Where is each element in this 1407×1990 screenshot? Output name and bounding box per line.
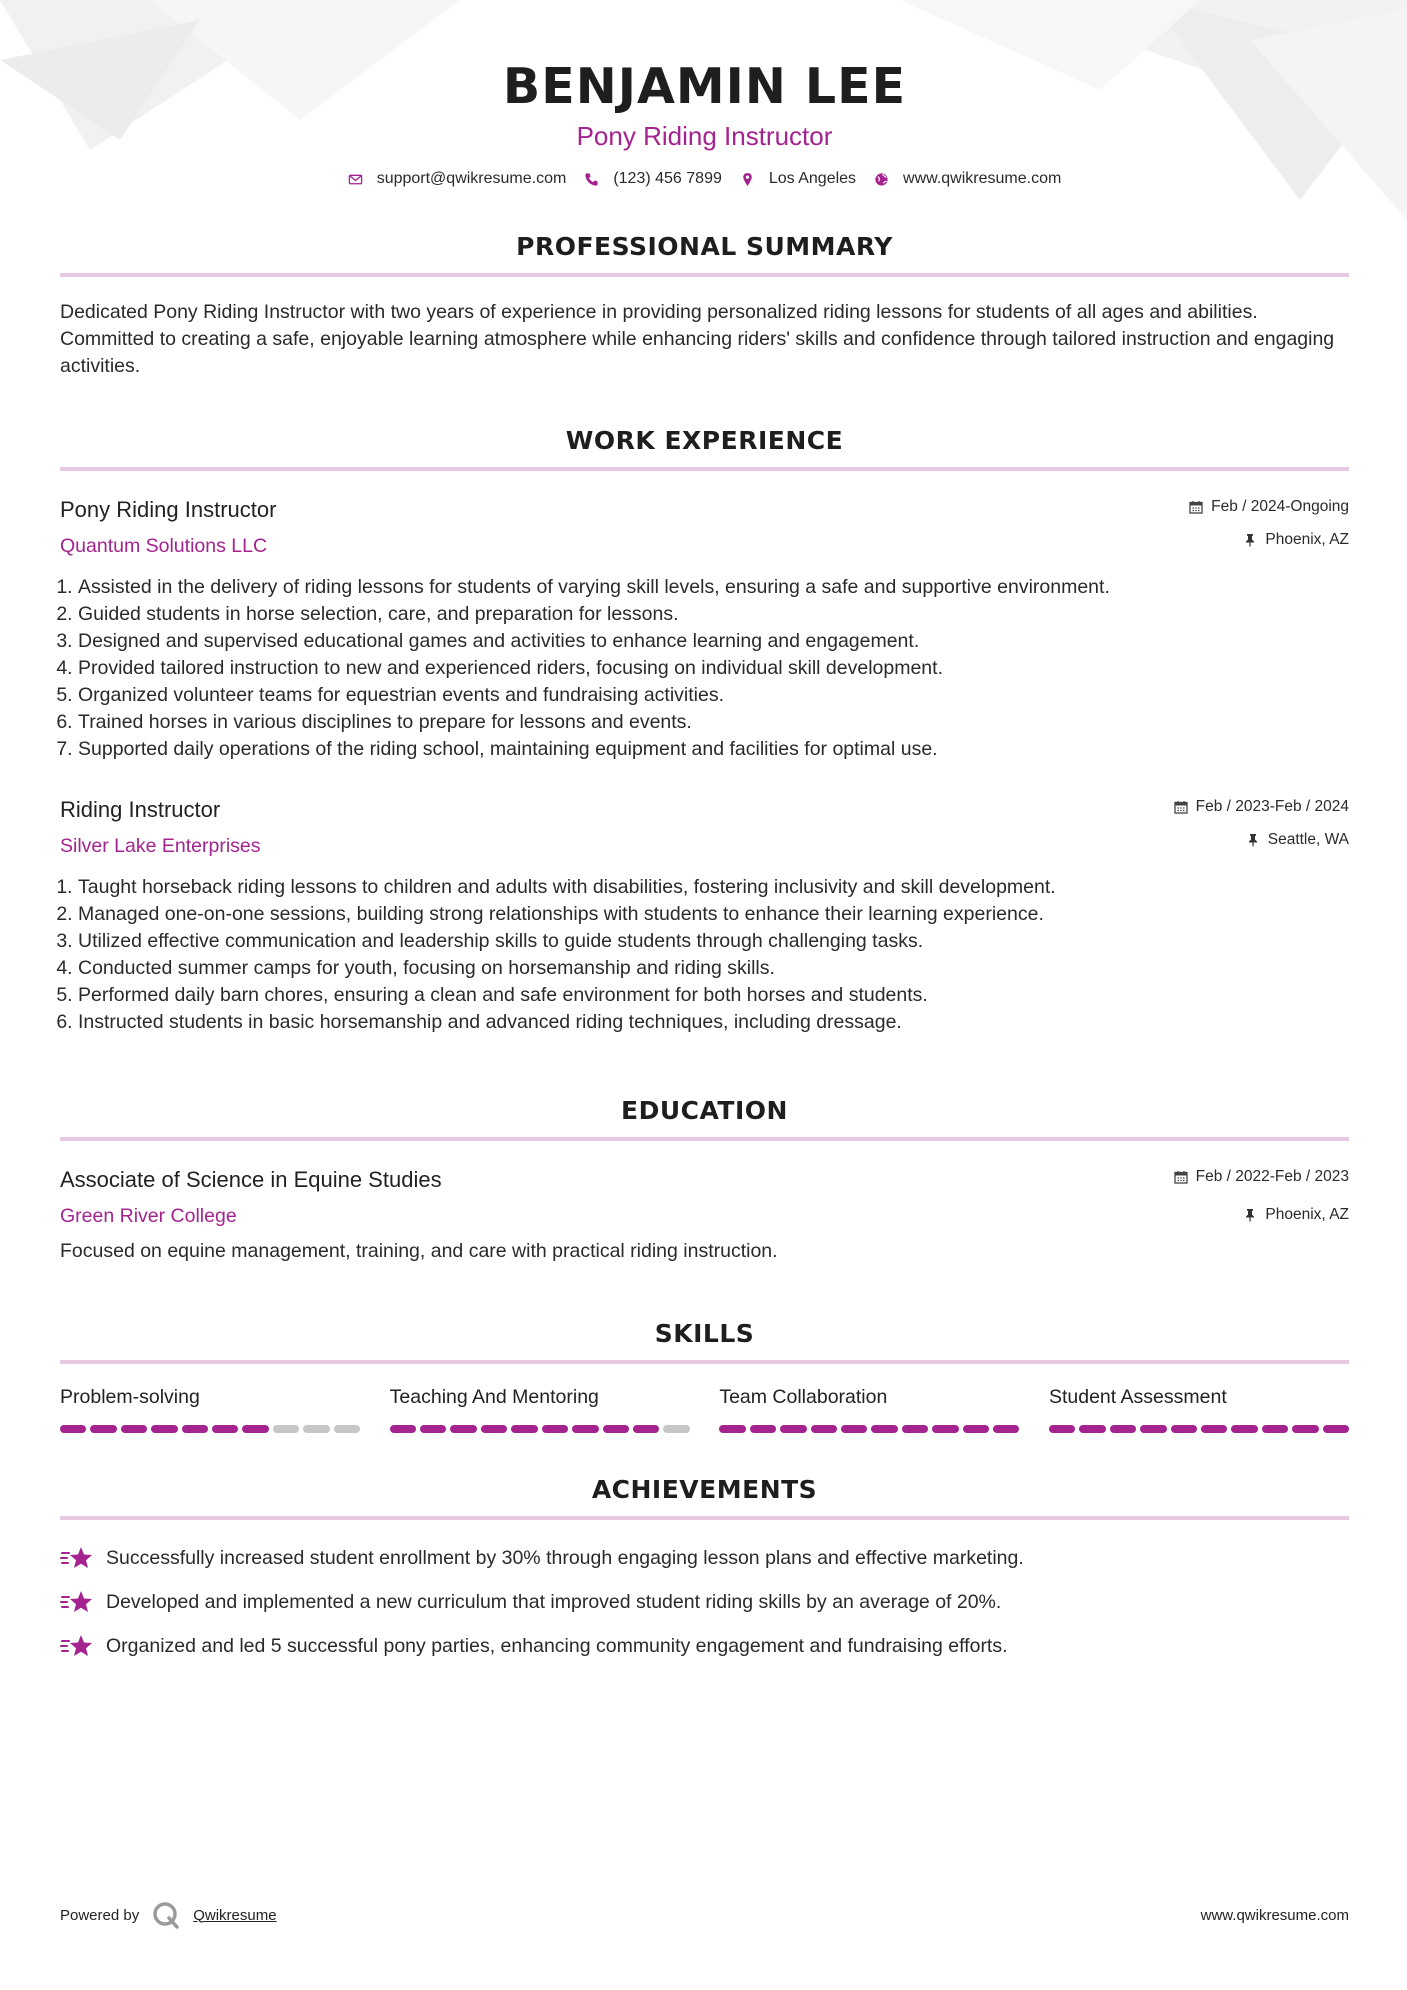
contact-email[interactable] bbox=[348, 170, 567, 188]
contact-website-text: www.qwikresume.com bbox=[903, 170, 1062, 187]
duty-item: 2. Guided students in horse selection, care, and preparation for lessons. bbox=[78, 601, 1349, 628]
job-entry bbox=[60, 497, 1349, 763]
job-title: Pony Riding Instructor bbox=[60, 497, 277, 522]
achievements-section bbox=[60, 1475, 1349, 1668]
contact-location-text: Los Angeles bbox=[768, 170, 857, 187]
skill-segment-filled bbox=[750, 1425, 776, 1433]
skill-segment-filled bbox=[420, 1425, 446, 1433]
skill-item bbox=[390, 1386, 690, 1433]
calendar-icon bbox=[1174, 1170, 1188, 1184]
skill-segment-filled bbox=[811, 1425, 837, 1433]
degree-title: Associate of Science in Equine Studies bbox=[60, 1167, 442, 1192]
summary-section bbox=[60, 232, 1349, 380]
skill-segment-filled bbox=[719, 1425, 745, 1433]
contact-bar bbox=[60, 170, 1349, 188]
skill-level-bar bbox=[719, 1425, 1019, 1433]
skill-segment-filled bbox=[182, 1425, 208, 1433]
duty-item: 2. Managed one-on-one sessions, building strong relationships with students to enhance their learning experience. bbox=[78, 901, 1349, 928]
skills-list bbox=[60, 1386, 1349, 1433]
skill-segment-filled bbox=[511, 1425, 537, 1433]
skill-segment-filled bbox=[932, 1425, 958, 1433]
pushpin-icon bbox=[1243, 533, 1257, 547]
skill-segment-filled bbox=[1231, 1425, 1257, 1433]
calendar-icon bbox=[1189, 500, 1203, 514]
achievement-text: Successfully increased student enrollment by 30% through engaging lesson plans and effective marketing. bbox=[106, 1546, 1024, 1569]
job-company: Quantum Solutions LLC bbox=[60, 535, 268, 557]
skill-segment-filled bbox=[212, 1425, 238, 1433]
duty-item: 1. Assisted in the delivery of riding lessons for students of varying skill levels, ensuring a safe and supportive environment. bbox=[78, 574, 1349, 601]
globe-icon bbox=[874, 172, 889, 187]
envelope-icon bbox=[348, 172, 363, 187]
skill-name: Teaching And Mentoring bbox=[389, 1386, 599, 1408]
brand-link[interactable]: Qwikresume bbox=[193, 1906, 277, 1924]
skill-segment-filled bbox=[603, 1425, 629, 1433]
education-entry bbox=[60, 1167, 1349, 1263]
calendar-icon bbox=[1174, 800, 1188, 814]
duty-item: 4. Conducted summer camps for youth, focusing on horsemanship and riding skills. bbox=[78, 955, 1349, 982]
star-achievement-icon bbox=[60, 1544, 94, 1572]
skill-segment-filled bbox=[1049, 1425, 1075, 1433]
duty-item: 5. Performed daily barn chores, ensuring a clean and safe environment for both horses and students. bbox=[78, 982, 1349, 1009]
skill-segment-empty bbox=[273, 1425, 299, 1433]
skill-segment-filled bbox=[902, 1425, 928, 1433]
footer-brand bbox=[60, 1900, 277, 1930]
skills-heading: SKILLS bbox=[60, 1319, 1349, 1364]
skill-segment-empty bbox=[663, 1425, 689, 1433]
education-description: Focused on equine management, training, and care with practical riding instruction. bbox=[60, 1240, 778, 1262]
skill-segment-filled bbox=[390, 1425, 416, 1433]
education-dates: Feb / 2022-Feb / 2023 bbox=[1195, 1168, 1349, 1185]
skill-item bbox=[719, 1386, 1019, 1433]
skill-segment-filled bbox=[542, 1425, 568, 1433]
achievements-list bbox=[60, 1536, 1349, 1668]
skill-level-bar bbox=[1049, 1425, 1349, 1433]
skill-name: Team Collaboration bbox=[719, 1386, 888, 1408]
education-section bbox=[60, 1096, 1349, 1263]
achievements-heading: ACHIEVEMENTS bbox=[60, 1475, 1349, 1520]
skill-segment-filled bbox=[1292, 1425, 1318, 1433]
school-name: Green River College bbox=[60, 1205, 237, 1227]
skill-segment-filled bbox=[450, 1425, 476, 1433]
duty-item: 4. Provided tailored instruction to new and experienced riders, focusing on individual skill development. bbox=[78, 655, 1349, 682]
skill-name: Problem-solving bbox=[60, 1386, 200, 1408]
job-duties bbox=[60, 574, 1349, 763]
skill-segment-filled bbox=[572, 1425, 598, 1433]
resume-content bbox=[60, 0, 1349, 1668]
footer-website[interactable]: www.qwikresume.com bbox=[1200, 1906, 1349, 1924]
duty-item: 3. Designed and supervised educational games and activities to enhance learning and engagement. bbox=[78, 628, 1349, 655]
contact-phone[interactable] bbox=[584, 170, 722, 188]
achievement-text: Organized and led 5 successful pony parties, enhancing community engagement and fundraising efforts. bbox=[106, 1634, 1008, 1657]
job-title: Riding Instructor bbox=[60, 797, 221, 822]
skill-segment-filled bbox=[1110, 1425, 1136, 1433]
summary-heading: PROFESSIONAL SUMMARY bbox=[60, 232, 1349, 277]
skill-segment-filled bbox=[90, 1425, 116, 1433]
duty-item: 5. Organized volunteer teams for equestrian events and fundraising activities. bbox=[78, 682, 1349, 709]
job-dates: Feb / 2024-Ongoing bbox=[1211, 498, 1349, 515]
contact-email-text: support@qwikresume.com bbox=[376, 170, 567, 187]
skill-segment-filled bbox=[871, 1425, 897, 1433]
qwikresume-logo-icon bbox=[151, 1900, 181, 1930]
skill-segment-filled bbox=[121, 1425, 147, 1433]
skill-item bbox=[1049, 1386, 1349, 1433]
duty-item: 7. Supported daily operations of the riding school, maintaining equipment and facilities for optimal use. bbox=[78, 736, 1349, 763]
contact-location bbox=[740, 170, 856, 188]
skill-segment-filled bbox=[1140, 1425, 1166, 1433]
education-location: Phoenix, AZ bbox=[1265, 1206, 1349, 1223]
skill-segment-filled bbox=[993, 1425, 1019, 1433]
star-achievement-icon bbox=[60, 1588, 94, 1616]
achievement-item bbox=[60, 1624, 1349, 1668]
candidate-title: Pony Riding Instructor bbox=[576, 121, 833, 151]
skill-name: Student Assessment bbox=[1048, 1386, 1227, 1408]
skills-section bbox=[60, 1319, 1349, 1433]
job-entry bbox=[60, 797, 1349, 1036]
skill-segment-filled bbox=[1262, 1425, 1288, 1433]
contact-phone-text: (123) 456 7899 bbox=[613, 170, 722, 187]
contact-website[interactable] bbox=[874, 170, 1061, 188]
skill-segment-empty bbox=[303, 1425, 329, 1433]
duty-item: 6. Trained horses in various disciplines to prepare for lessons and events. bbox=[78, 709, 1349, 736]
summary-text: Dedicated Pony Riding Instructor with two years of experience in providing personalized riding lessons for students of all ages and abilities. Committed to creating a safe, enjoyable learning atmosphere while enhancing riders' skills and confidence through tailored instruction and engaging activities. bbox=[60, 301, 1335, 377]
skill-segment-filled bbox=[60, 1425, 86, 1433]
map-pin-icon bbox=[740, 172, 755, 187]
skill-segment-filled bbox=[1323, 1425, 1349, 1433]
skill-segment-filled bbox=[841, 1425, 867, 1433]
skill-segment-filled bbox=[151, 1425, 177, 1433]
duty-item: 6. Instructed students in basic horsemanship and advanced riding techniques, including dressage. bbox=[78, 1009, 1349, 1036]
job-dates: Feb / 2023-Feb / 2024 bbox=[1195, 798, 1349, 815]
duty-item: 1. Taught horseback riding lessons to children and adults with disabilities, fostering inclusivity and skill development. bbox=[78, 874, 1349, 901]
experience-heading: WORK EXPERIENCE bbox=[60, 426, 1349, 471]
duty-item: 3. Utilized effective communication and leadership skills to guide students through challenging tasks. bbox=[78, 928, 1349, 955]
skill-item bbox=[60, 1386, 360, 1433]
skill-segment-filled bbox=[963, 1425, 989, 1433]
achievement-text: Developed and implemented a new curriculum that improved student riding skills by an average of 20%. bbox=[106, 1590, 1002, 1613]
job-duties bbox=[60, 874, 1349, 1036]
candidate-name: BENJAMIN LEE bbox=[502, 58, 907, 115]
powered-by-label: Powered by bbox=[60, 1906, 140, 1924]
skill-segment-filled bbox=[633, 1425, 659, 1433]
skill-segment-filled bbox=[780, 1425, 806, 1433]
achievement-item bbox=[60, 1580, 1349, 1624]
experience-section bbox=[60, 426, 1349, 1036]
skill-segment-empty bbox=[334, 1425, 360, 1433]
star-achievement-icon bbox=[60, 1632, 94, 1660]
resume-header bbox=[60, 0, 1349, 188]
skill-segment-filled bbox=[1201, 1425, 1227, 1433]
job-company: Silver Lake Enterprises bbox=[60, 835, 261, 857]
skill-segment-filled bbox=[481, 1425, 507, 1433]
skill-level-bar bbox=[60, 1425, 360, 1433]
job-location: Phoenix, AZ bbox=[1265, 531, 1349, 548]
job-location: Seattle, WA bbox=[1267, 831, 1349, 848]
page-footer bbox=[60, 1900, 1349, 1930]
achievement-item bbox=[60, 1536, 1349, 1580]
pushpin-icon bbox=[1246, 833, 1260, 847]
education-meta bbox=[1174, 1167, 1349, 1225]
job-meta bbox=[1189, 497, 1349, 550]
skill-segment-filled bbox=[1171, 1425, 1197, 1433]
education-heading: EDUCATION bbox=[60, 1096, 1349, 1141]
pushpin-icon bbox=[1243, 1208, 1257, 1222]
phone-icon bbox=[584, 172, 599, 187]
skill-level-bar bbox=[390, 1425, 690, 1433]
skill-segment-filled bbox=[1079, 1425, 1105, 1433]
skill-segment-filled bbox=[242, 1425, 268, 1433]
job-meta bbox=[1174, 797, 1349, 850]
